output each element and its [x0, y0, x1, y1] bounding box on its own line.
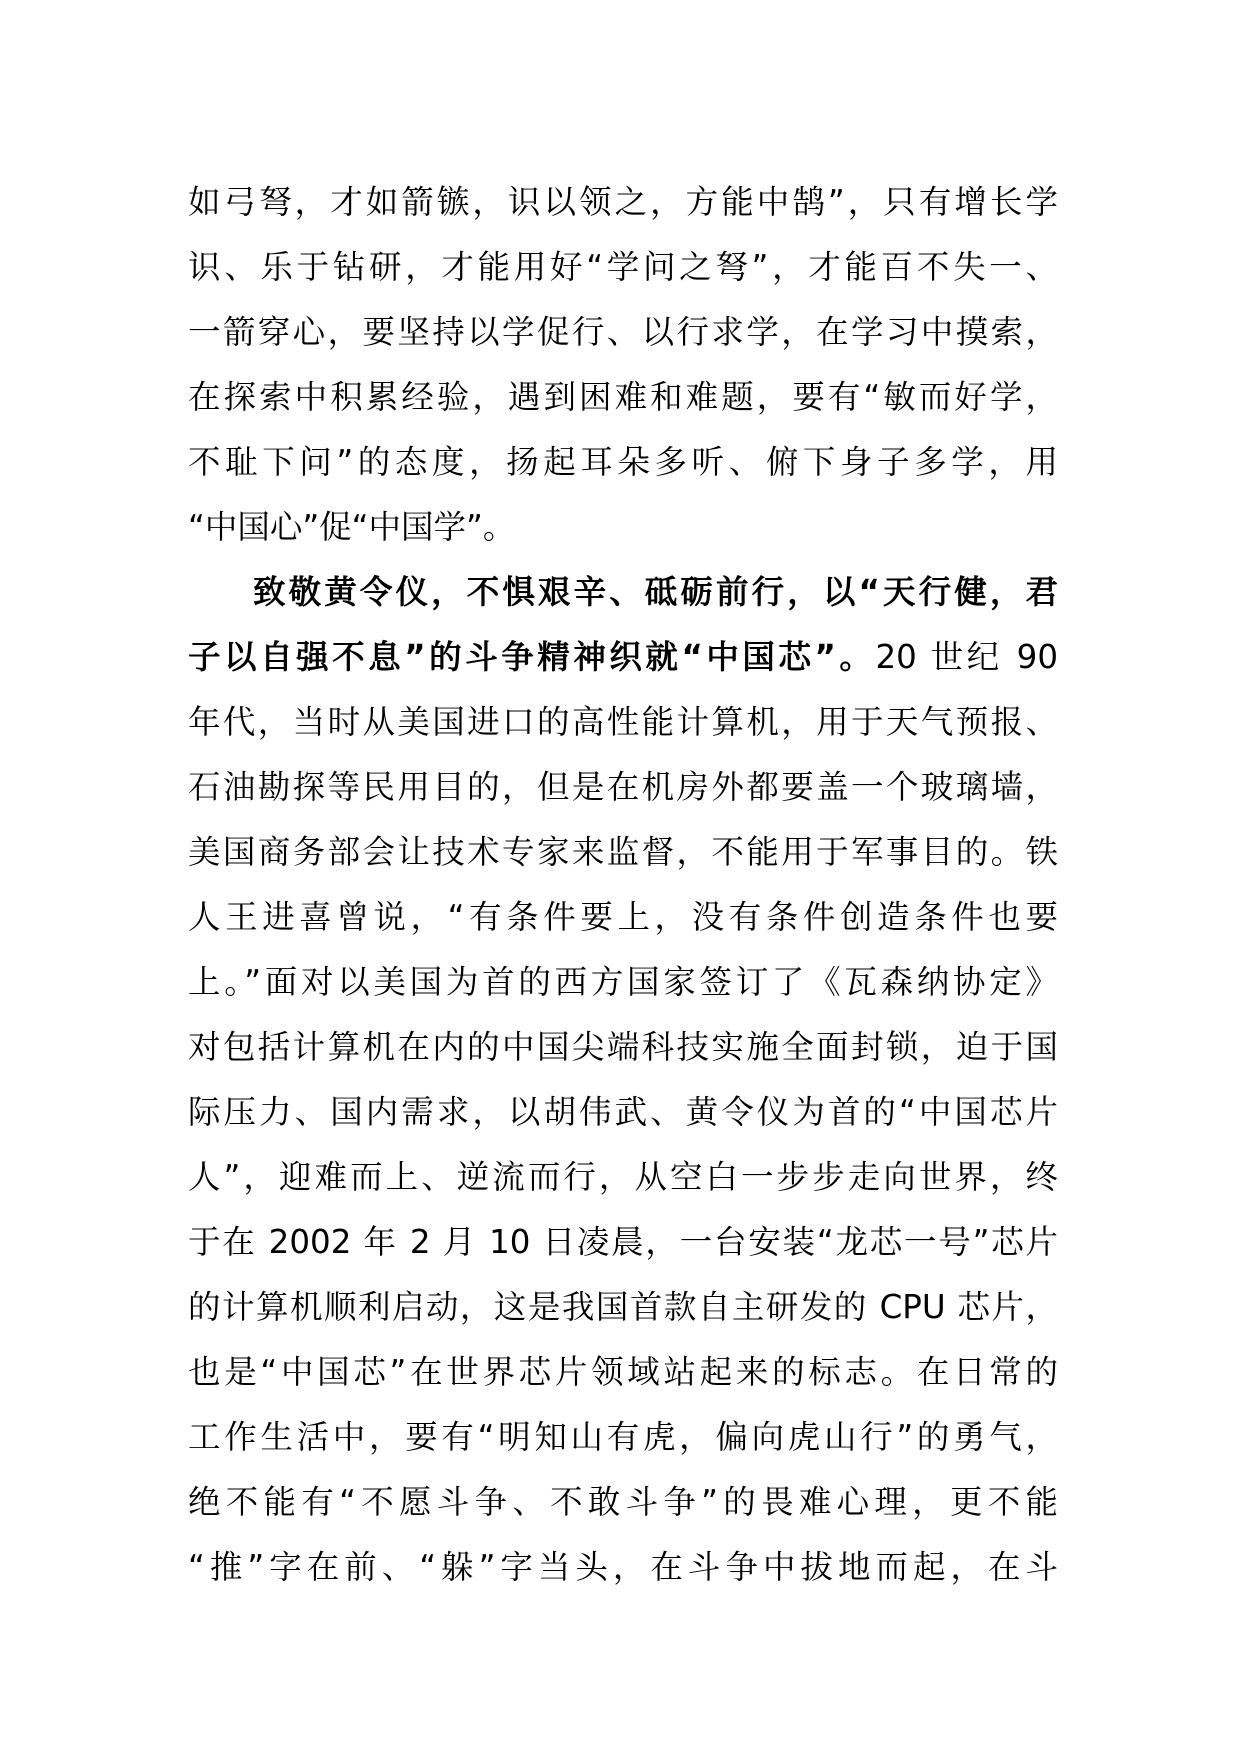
- text-line: 一箭穿心，要坚持以学促行、以行求学，在学习中摸索，: [188, 313, 1058, 351]
- paragraph-heading-rest: 20 世纪 90: [875, 638, 1058, 676]
- text-line: 石油勘探等民用目的，但是在机房外都要盖一个玻璃墙，: [188, 768, 1058, 806]
- text-line: 际压力、国内需求，以胡伟武、黄令仪为首的“中国芯片: [188, 1093, 1058, 1131]
- paragraph-heading-line: 致敬黄令仪，不惧艰辛、砥砺前行，以“天行健，君: [253, 573, 1058, 611]
- text-line: 人王进喜曾说，“有条件要上，没有条件创造条件也要: [188, 898, 1058, 936]
- text-line: “推”字在前、“躲”字当头，在斗争中拔地而起，在斗: [188, 1548, 1058, 1586]
- text-line: 如弓弩，才如箭镞，识以领之，方能中鹄”，只有增长学: [188, 183, 1058, 221]
- text-line: 不耻下问”的态度，扬起耳朵多听、俯下身子多学，用: [188, 443, 1058, 481]
- text-line: 年代，当时从美国进口的高性能计算机，用于天气预报、: [188, 703, 1058, 741]
- text-line: 在探索中积累经验，遇到困难和难题，要有“敏而好学，: [188, 378, 1058, 416]
- paragraph-1: [188, 170, 1058, 560]
- text-line: 的计算机顺利启动，这是我国首款自主研发的 CPU 芯片，: [188, 1288, 1058, 1326]
- paragraph-heading-line-mixed: [188, 625, 1058, 690]
- paragraph-heading-bold: 子以自强不息”的斗争精神织就“中国芯”。: [188, 638, 876, 676]
- text-line: 绝不能有“不愿斗争、不敢斗争”的畏难心理，更不能: [188, 1483, 1058, 1521]
- paragraph-2: [188, 560, 1058, 1600]
- text-line: 人”，迎难而上、逆流而行，从空白一步步走向世界，终: [188, 1158, 1058, 1196]
- text-line: 上。”面对以美国为首的西方国家签订了《瓦森纳协定》: [188, 963, 1058, 1001]
- text-line: 识、乐于钻研，才能用好“学问之弩”，才能百不失一、: [188, 248, 1058, 286]
- text-line: 也是“中国芯”在世界芯片领域站起来的标志。在日常的: [188, 1353, 1058, 1391]
- text-line: 美国商务部会让技术专家来监督，不能用于军事目的。铁: [188, 833, 1058, 871]
- text-line: 对包括计算机在内的中国尖端科技实施全面封锁，迫于国: [188, 1028, 1058, 1066]
- text-line: 于在 2002 年 2 月 10 日凌晨，一台安装“龙芯一号”芯片: [188, 1223, 1058, 1261]
- text-line: “中国心”促“中国学”。: [188, 508, 516, 546]
- text-line: 工作生活中，要有“明知山有虎，偏向虎山行”的勇气，: [188, 1418, 1058, 1456]
- body-text: [188, 170, 1058, 1600]
